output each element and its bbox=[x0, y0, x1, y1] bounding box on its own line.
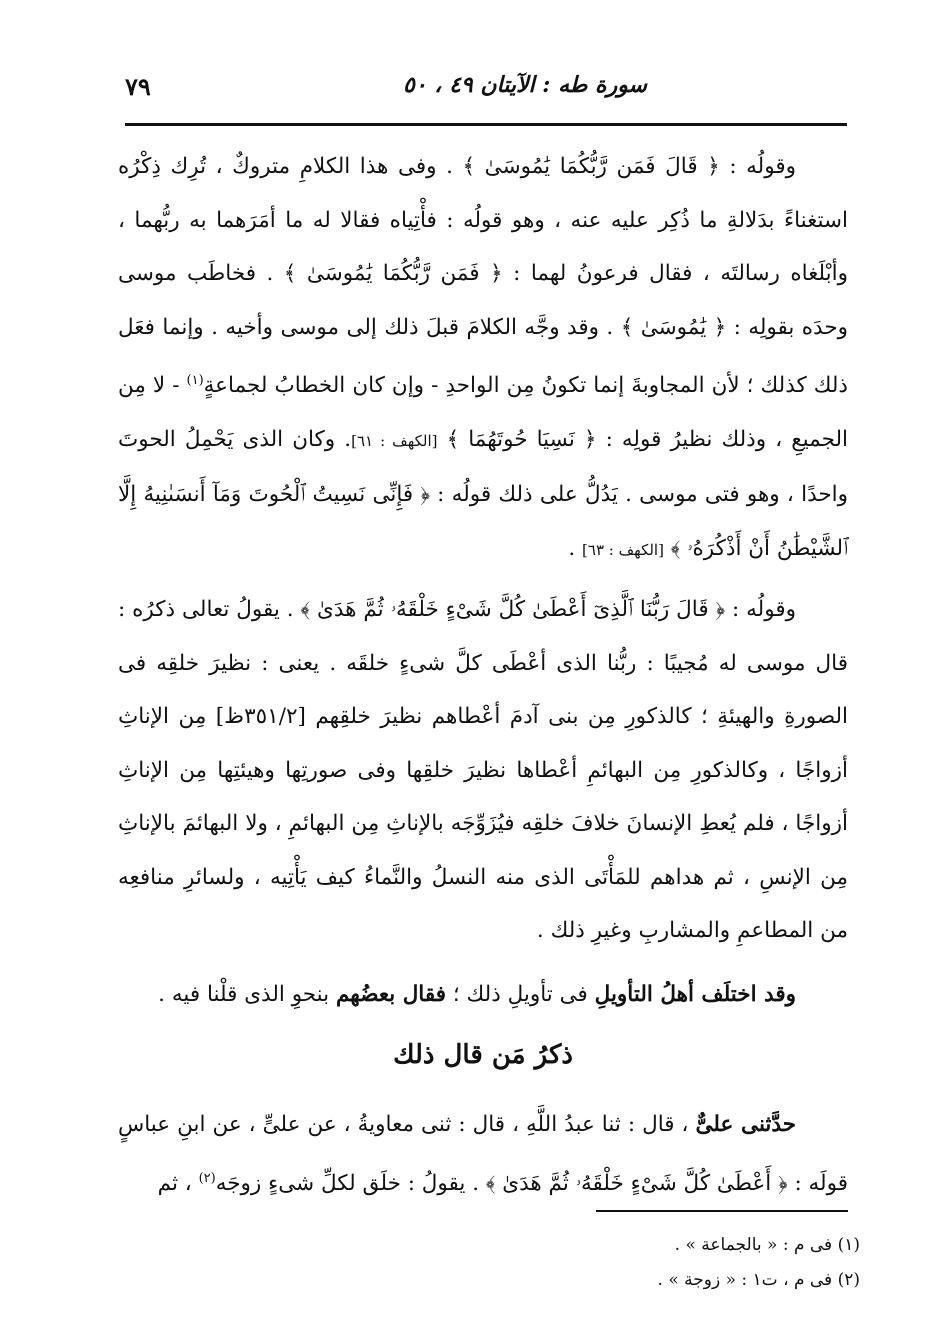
paragraph-4-bold: حدَّثنى علىٌّ bbox=[695, 1112, 796, 1137]
paragraph-1 bbox=[118, 140, 848, 577]
quran-reference-1: [الكهف : ٦١] bbox=[351, 431, 438, 450]
footnote-2: (٢) فى م ، ت١ : « زوجة » . bbox=[657, 1270, 860, 1290]
running-title: سورة طه : الآيتان ٤٩ ، ٥٠ bbox=[403, 72, 647, 98]
header-rule bbox=[125, 123, 847, 126]
paragraph-1-part-1: وقولُه : ﴿ قَالَ فَمَن رَّبُّكُمَا يَٰمُوسَىٰ ﴾ . وفى هذا الكلامِ متروكٌ ، تُرِك ذِكْرُه استغناءً بدَلالةِ ما ذُكِر عليه عنه ، وهو قولُه : فأْتِياه فقالا له ما أمَرَهما به ربُّهما ، وأبْلَغاه رسالتَه ، فقال فرعونُ لهما : ﴿ فَمَن رَّبُّكُمَا يَٰمُوسَىٰ ﴾ . فخاطَب موسى وحدَه بقولِه : ﴿ يَٰمُوسَىٰ ﴾ . وقد وجَّه الكلامَ قبلَ ذلك إلى موسى وأخيه . وإنما فعَل ذلك كذلك ؛ لأن المجاوبةَ إنما تكونُ مِن الواحدِ - وإن كان الخطابُ لجماعةٍ bbox=[118, 154, 848, 399]
paragraph-4-text-2: ، ثم bbox=[157, 1170, 199, 1196]
paragraph-1-part-3: . وكان الذى يَحْمِلُ الحوتَ واحدًا ، وهو فتى موسى . يَدُلُّ على ذلك قولُه : ﴿ فَإِنِّى نَسِيتُ ٱلْحُوتَ وَمَآ أَنسَىٰنِيهُ إِلَّا ٱلشَّيْطَٰنُ أَنْ أَذْكُرَهُۥ ﴾ bbox=[118, 426, 848, 561]
paragraph-2: وقولُه : ﴿ قَالَ رَبُّنَا ٱلَّذِىٓ أَعْطَىٰ كُلَّ شَىْءٍ خَلْقَهُۥ ثُمَّ هَدَىٰ ﴾ . يقولُ تعالى ذكرُه : قال موسى له مُجيبًا : ربُّنا الذى أعْطَى كلَّ شىءٍ خلقَه . يعنى : نظيرَ خلقِه فى الصورةِ والهيئةِ ؛ كالذكورِ مِن بنى آدمَ أعْطاهم نظيرَ خلقِهم [٣٥١/٢ظ] مِن الإناثِ أزواجًا ، وكالذكورِ مِن البهائمِ أعْطاها نظيرَ خلقِها وفى صورتِها وهيئتِها مِن الإناثِ أزواجًا ، فلم يُعطِ الإنسانَ خلافَ خلقِه فيُزَوِّجَه بالإناثِ مِن البهائمِ ، ولا البهائمَ بالإناثِ مِن الإنسِ ، ثم هداهم للمَأْتَى الذى منه النسلُ والنَّماءُ كيف يَأْتِيه ، ولسائرِ منافعِه من المطاعمِ والمشاربِ وغيرِ ذلك . bbox=[118, 597, 848, 944]
quran-reference-2: [الكهف : ٦٣] bbox=[582, 540, 664, 559]
footnotes bbox=[118, 1228, 860, 1298]
paragraph-3 bbox=[118, 968, 848, 1022]
paragraph-3-text-1: فى تأويلِ ذلك ؛ bbox=[446, 981, 595, 1007]
body-text bbox=[118, 140, 848, 1021]
paragraph-3-bold-1: وقد اختلَف أهلُ التأويلِ bbox=[594, 981, 796, 1007]
paragraph-3-bold-2: فقال بعضُهم bbox=[335, 981, 447, 1007]
paragraph-4 bbox=[118, 1098, 848, 1210]
page-number: ٧٩ bbox=[125, 72, 151, 101]
paragraph-1-part-2: - لا مِن الجميعِ ، وذلك نظيرُ قولِه : ﴿ نَسِيَا حُوتَهُمَا ﴾ bbox=[118, 373, 848, 452]
section-heading: ذكرُ مَن قال ذلك bbox=[393, 1040, 573, 1070]
paragraph-1-part-4: . bbox=[568, 535, 583, 561]
footnote-marker-2: (٢) bbox=[198, 1170, 216, 1186]
footnote-marker-1: (١) bbox=[186, 373, 204, 388]
footnote-1: (١) فى م : « بالجماعة » . bbox=[674, 1235, 860, 1255]
footnote-rule bbox=[596, 1210, 848, 1212]
paragraph-4-text-1: ، قال : ثنا عبدُ اللَّهِ ، قال : ثنى معاويةُ ، عن علىٍّ ، عن ابنِ عباسٍ قولَه : ﴿ أَعْطَىٰ كُلَّ شَىْءٍ خَلْقَهُۥ ثُمَّ هَدَىٰ ﴾ . يقولُ : خلَق لكلِّ شىءٍ زوجَه bbox=[118, 1112, 848, 1196]
page-header bbox=[125, 70, 831, 110]
paragraph-3-text-2: بنحوِ الذى قلْنا فيه . bbox=[158, 981, 336, 1007]
